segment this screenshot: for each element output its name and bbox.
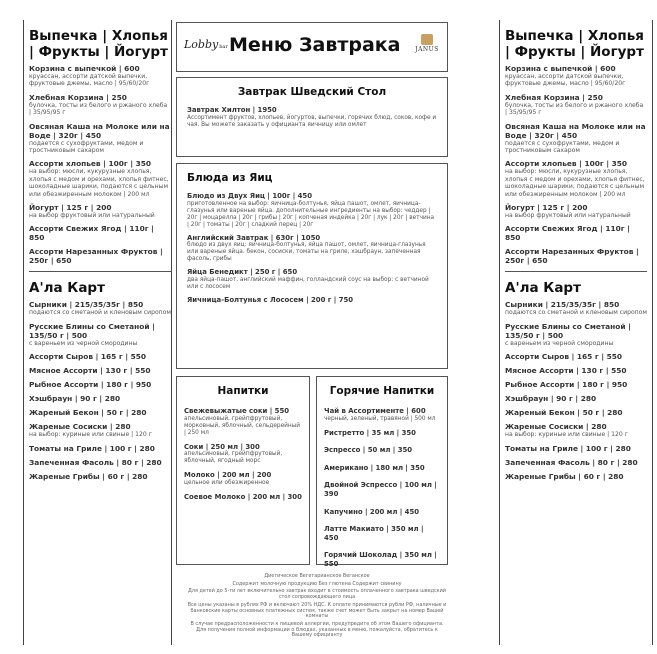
item-desc: подается с сухофруктами, медом и тростниковым сахаром <box>505 139 620 155</box>
alacarte-list <box>499 300 647 480</box>
item-name: Ассорти Свежих Ягод | 110г | 850 <box>29 224 154 243</box>
item-desc: апельсиновый, грейпфрутовый, морковный, яблочный, сельдерейный | 250 мл <box>184 415 301 436</box>
left-column-border-right <box>171 20 172 645</box>
item-name: Ассорти Сыров | 165 г | 550 <box>29 352 147 362</box>
item-desc: на выбор: мюсли, кукурузные хлопья, хлопья с медом и орехами, хлопья фитнес, шоколадные шарики, подаются с цельным или обезжиренным молоком | 200 мл <box>505 168 645 198</box>
hot-drink-item <box>324 508 440 517</box>
eggs-box <box>176 163 448 369</box>
menu-item <box>29 64 171 88</box>
item-name: Йогурт | 125 г | 200 <box>29 203 112 213</box>
hot-drink-item <box>324 525 440 542</box>
item-name: Капучино | 200 мл | 450 <box>324 507 420 516</box>
item-desc: два яйца-пашот, английский маффин, голландский соус на выбор: с ветчиной или с лососем <box>187 276 429 290</box>
janus-wordmark: JANUS <box>415 46 439 53</box>
item-name: Жареный Бекон | 50 г | 280 <box>29 408 147 418</box>
menu-item <box>29 159 171 198</box>
item-name: Чай в Ассортименте | 600 <box>324 407 426 415</box>
item-name: Томаты на Гриле | 100 г | 280 <box>29 443 155 453</box>
item-name: Соки | 250 мл | 300 <box>184 442 260 451</box>
item-name: Запеченная Фасоль | 80 г | 280 <box>29 457 162 467</box>
item-name: Горячий Шоколад | 350 мл | 550 <box>324 551 437 568</box>
menu-item <box>29 408 171 417</box>
menu-item <box>29 93 171 117</box>
item-name: Соевое Молоко | 200 мл | 300 <box>184 492 302 501</box>
logo-sub: bar <box>219 44 228 50</box>
menu-item <box>29 322 171 347</box>
item-name: Молоко | 200 мл | 200 <box>184 471 272 480</box>
item-name: Латте Макиато | 350 мл | 450 <box>324 525 424 542</box>
menu-item <box>505 422 647 438</box>
item-name: Жареные Грибы | 60 г | 280 <box>505 471 624 481</box>
item-desc: подается с сухофруктами, медом и тростниковым сахаром <box>29 139 144 155</box>
item-desc: с вареньем из черной смородины <box>29 339 138 347</box>
eggs-title: Блюда из Яиц <box>187 172 273 184</box>
item-desc: с вареньем из черной смородины <box>505 339 614 347</box>
menu-item <box>29 394 171 403</box>
item-desc: на выбор фруктовый или натуральный <box>29 212 155 220</box>
menu-item <box>29 122 171 155</box>
item-name: Ассорти Нарезанных Фруктов | 250г | 650 <box>29 247 163 266</box>
item-name: Жареные Грибы | 60 г | 280 <box>29 471 148 481</box>
egg-item <box>187 192 437 229</box>
item-name: Овсяная Каша на Молоке или на Воде | 320г | 450 <box>505 121 646 140</box>
menu-item <box>505 300 647 316</box>
menu-item <box>29 224 171 242</box>
item-name: Русские Блины со Сметаной | 135/50 г | 500 <box>29 321 155 340</box>
alacarte-list <box>23 300 171 480</box>
item-name: Ассорти Нарезанных Фруктов | 250г | 650 <box>505 247 639 266</box>
item-name: Мясное Ассорти | 130 г | 550 <box>505 366 627 376</box>
menu-item <box>505 159 647 198</box>
drinks-box <box>176 376 310 565</box>
right-menu-column <box>499 10 647 486</box>
janus-emblem-icon <box>421 34 433 45</box>
menu-item <box>505 224 647 242</box>
item-name: Двойной Эспрессо | 100 мл | 390 <box>324 481 437 498</box>
item-name: Русские Блины со Сметаной | 135/50 г | 500 <box>505 321 631 340</box>
logo-text: Lobby <box>184 38 219 51</box>
hot-drink-item <box>324 464 440 473</box>
section-divider <box>505 271 647 272</box>
item-name: Мясное Ассорти | 130 г | 550 <box>29 366 151 376</box>
hot-drinks-title: Горячие Напитки <box>329 385 435 397</box>
drink-item <box>184 443 302 466</box>
bakery-section-title: Выпечка | Хлопья | Фрукты | Йогурт <box>505 28 644 60</box>
item-name: Сырники | 215/35/35г | 850 <box>29 300 144 310</box>
drinks-title: Напитки <box>217 385 269 397</box>
menu-item <box>505 64 647 88</box>
item-name: Эспрессо | 50 мл | 350 <box>324 446 413 455</box>
menu-item <box>505 394 647 403</box>
buffet-item-desc: Ассортимент фруктов, хлопьев, йогуртов, выпечки, горячих блюд, соков, кофе и чая. Вы можете заказать у официанта яичницу или омлет <box>187 114 437 128</box>
hot-drink-item <box>324 551 440 568</box>
menu-item <box>29 300 171 316</box>
menu-item <box>29 472 171 481</box>
item-desc: подаются со сметаной и кленовым сиропом <box>505 309 647 317</box>
menu-footer <box>186 574 448 641</box>
item-name: Яичница-Болтунья с Лососем | 200 г | 750 <box>187 295 354 304</box>
item-name: Свежевыжатые соки | 550 <box>184 407 290 415</box>
item-desc: цельное или обезжиренное <box>184 479 270 486</box>
item-name: Ассорти Свежих Ягод | 110г | 850 <box>505 224 630 243</box>
item-desc: на выбор: куриные или свиные | 120 г <box>29 431 152 439</box>
menu-item <box>29 458 171 467</box>
menu-item <box>29 247 171 265</box>
hot-drink-item <box>324 407 440 423</box>
menu-item <box>505 122 647 155</box>
item-name: Жареный Бекон | 50 г | 280 <box>505 408 623 418</box>
footer-note-2: Все цены указаны в рублях РФ и включают 20% НДС. К оплате принимаются рубли РФ, наличные и банковские карты основных платежных систем, также счет может быть закрыт на номер Вашей комнаты <box>187 601 447 620</box>
item-desc: блюдо из двух яиц: яичница-болтунья, яйца пашот, омлет, яичница-глазунья или вареные яйца. бекон, сосиски, томаты на гриле, хэшбраун, запеченная фасоль, грибы <box>187 242 426 263</box>
item-name: Американо | 180 мл | 350 <box>324 463 425 472</box>
menu-item <box>505 444 647 453</box>
item-desc: круассан, ассорти датской выпечки, фруктовые джемы, масло | 95/60/20г <box>29 73 150 88</box>
item-name: Овсяная Каша на Молоке или на Воде | 320г | 450 <box>29 121 170 140</box>
menu-item <box>505 247 647 265</box>
menu-item <box>29 352 171 361</box>
footer-note-3: В случае предрасположенности к пищевой аллергии, предупредите об этом Вашего официанта. Для получения полной информации о блюдах, указанных в меню, пожалуйста, обратитесь к Вашему официанту <box>190 620 444 639</box>
hot-drink-item <box>324 481 440 498</box>
buffet-box <box>176 77 448 157</box>
item-name: Корзина с выпечкой | 600 <box>505 64 616 73</box>
menu-item <box>505 472 647 481</box>
menu-item <box>505 203 647 219</box>
alacarte-section-title: А'ла Карт <box>505 280 581 297</box>
item-desc: на выбор: куриные или свиные | 120 г <box>505 431 628 439</box>
hot-drink-item <box>324 446 440 455</box>
item-name: Рыбное Ассорти | 180 г | 950 <box>29 380 152 390</box>
buffet-title: Завтрак Шведский Стол <box>237 86 387 98</box>
item-name: Блюдо из Двух Яиц | 100г | 450 <box>187 192 312 200</box>
menu-item <box>29 380 171 389</box>
item-name: Рыбное Ассорти | 180 г | 950 <box>505 380 628 390</box>
menu-item <box>29 422 171 438</box>
egg-item <box>187 296 437 305</box>
footer-note-1: Для детей до 5-ти лет включительно завтрак входит в стоимость оплаченного завтрака шведский стол сопровождающего лица <box>188 588 446 601</box>
bakery-list <box>23 64 171 265</box>
left-menu-column <box>23 10 171 486</box>
item-name: Жареные Сосиски | 280 <box>505 422 607 432</box>
menu-item <box>505 366 647 375</box>
menu-item <box>505 380 647 389</box>
menu-item <box>29 203 171 219</box>
item-desc: булочка, тосты из белого и ржаного хлеба | 35/95/95 г <box>505 101 644 117</box>
legend-line-1: Диетическое Вегетарианское Веганское <box>264 573 370 579</box>
right-edge-border <box>652 20 653 645</box>
menu-item <box>505 408 647 417</box>
item-desc: черный, зеленый, травяной | 500 мл <box>324 415 436 422</box>
menu-item <box>505 93 647 117</box>
drink-item <box>184 471 302 487</box>
menu-item <box>505 322 647 347</box>
bakery-list <box>499 64 647 265</box>
item-name: Яйца Бенедикт | 250 г | 650 <box>187 268 298 277</box>
legend-line-2: Содержит молочную продукцию Без глютена Содержит свинину <box>232 580 402 587</box>
item-name: Сырники | 215/35/35г | 850 <box>505 300 620 310</box>
item-desc: на выбор: мюсли, кукурузные хлопья, хлопья с медом и орехами, хлопья фитнес, шоколадные шарики, подаются с цельным или обезжиренным молоком | 200 мл <box>29 168 169 198</box>
item-desc: булочка, тосты из белого и ржаного хлеба | 35/95/95 г <box>29 101 168 117</box>
item-name: Ассорти хлопьев | 100г | 350 <box>505 159 628 169</box>
hot-drink-item <box>324 429 440 438</box>
item-desc: апельсиновый, грейпфрутовый, яблочный, ягодный морс <box>184 451 283 465</box>
item-name: Томаты на Гриле | 100 г | 280 <box>505 443 631 453</box>
item-name: Хэшбраун | 90 г | 280 <box>29 394 121 404</box>
drink-item <box>184 493 302 502</box>
bakery-section-title: Выпечка | Хлопья | Фрукты | Йогурт <box>29 28 168 60</box>
item-name: Корзина с выпечкой | 600 <box>29 64 140 73</box>
buffet-item-name: Завтрак Хилтон | 1950 <box>187 106 277 114</box>
page-title: Меню Завтрака <box>229 34 401 56</box>
menu-item <box>29 366 171 375</box>
item-name: Жареные Сосиски | 280 <box>29 422 131 432</box>
section-divider <box>29 271 171 272</box>
item-name: Запеченная Фасоль | 80 г | 280 <box>505 457 638 467</box>
egg-item <box>187 268 437 291</box>
menu-item <box>29 444 171 453</box>
item-name: Йогурт | 125 г | 200 <box>505 203 588 213</box>
item-name: Хэшбраун | 90 г | 280 <box>505 394 597 404</box>
item-desc: на выбор фруктовый или натуральный <box>505 212 631 220</box>
menu-item <box>505 352 647 361</box>
item-desc: круассан, ассорти датской выпечки, фруктовые джемы, масло | 95/60/20г <box>505 73 626 88</box>
drink-item <box>184 407 302 437</box>
alacarte-section-title: А'ла Карт <box>29 280 105 297</box>
item-name: Хлебная Корзина | 250 <box>29 92 127 102</box>
item-name: Ассорти Сыров | 165 г | 550 <box>505 352 623 362</box>
item-desc: приготовленное на выбор: яичница-болтунья, яйца пашот, омлет, яичница-глазунья или вареные яйца. дополнительные ингредиенты на выбор: чеддер | 20г | моцарелла | 20г | грибы | 20г | копченая индейка | 20г | лук | 20г | ветчина | 20г | томаты | 20г | сладкий перец | 20г <box>187 200 435 228</box>
item-name: Хлебная Корзина | 250 <box>505 92 603 102</box>
lobby-bar-logo <box>184 38 228 51</box>
item-name: Английский Завтрак | 630г | 1050 <box>187 233 321 242</box>
menu-item <box>505 458 647 467</box>
egg-item <box>187 234 437 264</box>
janus-logo <box>415 34 439 53</box>
item-name: Ассорти хлопьев | 100г | 350 <box>29 159 152 169</box>
item-desc: подаются со сметаной и кленовым сиропом <box>29 309 171 317</box>
hot-drinks-box <box>316 376 448 568</box>
item-name: Ристретто | 35 мл | 350 <box>324 428 416 437</box>
